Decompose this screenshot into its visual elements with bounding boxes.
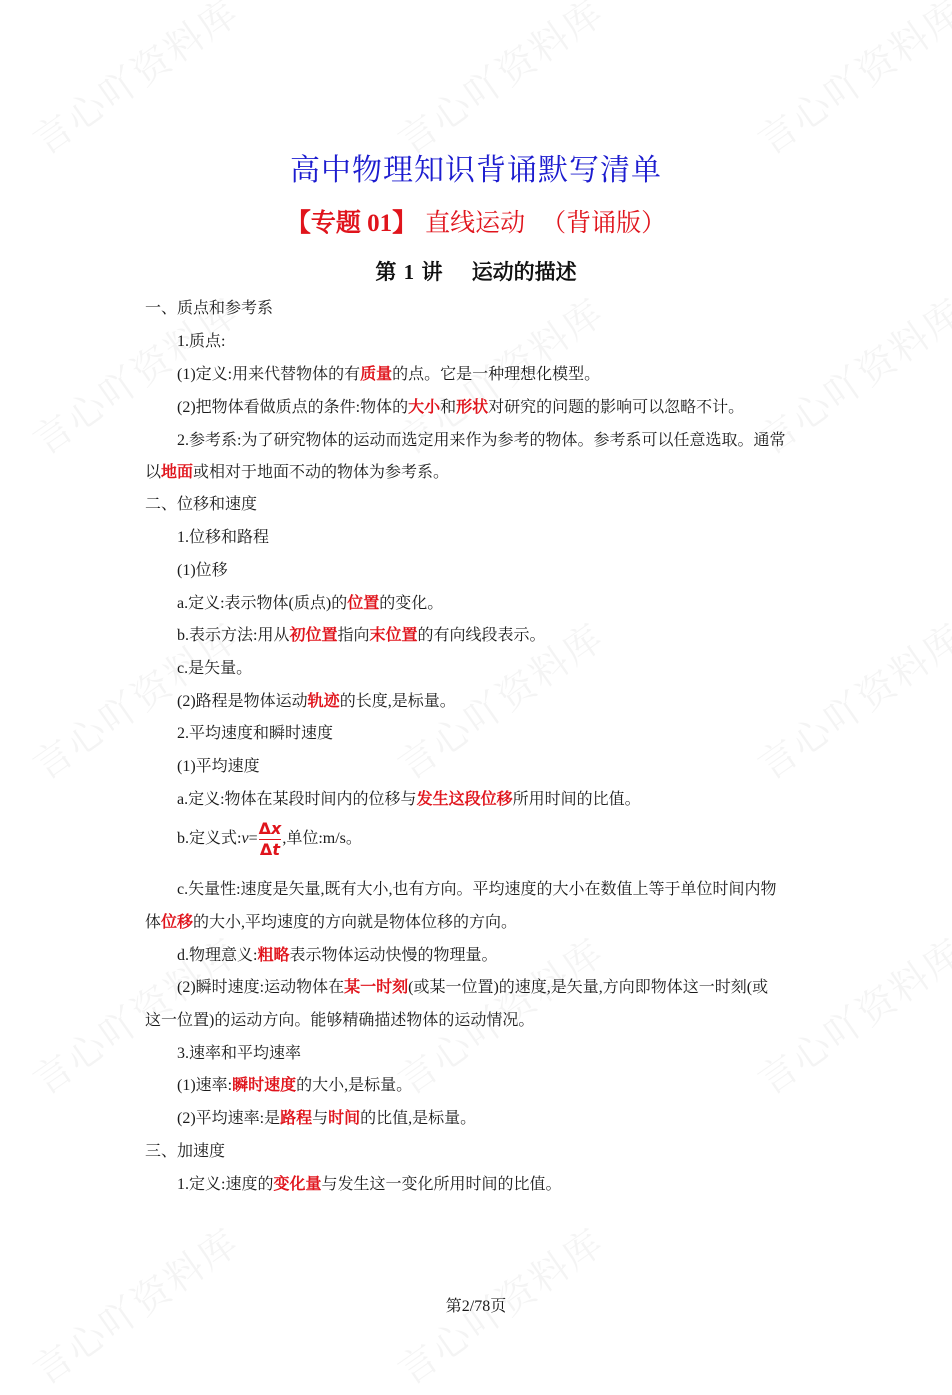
keyword: 路程 [280,1110,313,1127]
text: 的大小,平均速度的方向就是物体位移的方向。 [193,914,518,931]
keyword: 初位置 [289,627,338,644]
paragraph [177,398,842,418]
text: ,单位:m/s。 [282,830,362,847]
text: (2)把物体看做质点的条件:物体的 [177,399,409,416]
text: 指向 [337,627,370,644]
numerator [259,819,282,840]
text: 的变化。 [379,595,444,612]
text: b.定义式: [177,830,242,847]
paragraph [177,692,842,712]
section-heading: 二、位移和速度 [145,496,258,513]
keyword: 变化量 [273,1176,322,1193]
text: (2)平均速率:是 [177,1110,281,1127]
keyword: 发生这段位移 [416,791,513,808]
keyword: 大小 [408,399,441,416]
keyword: 质量 [360,366,393,383]
text: (1)速率: [177,1077,233,1094]
text: a.定义:表示物体(质点)的 [177,595,348,612]
paragraph [177,978,842,998]
text: 所用时间的比值。 [512,791,641,808]
text: 的点。它是一种理想化模型。 [392,366,601,383]
text: (或某一位置)的速度,是矢量,方向即物体这一时刻(或 [408,979,769,996]
topic-version: （背诵版） [541,208,667,237]
keyword: 地面 [161,464,194,481]
section-heading: 三、加速度 [145,1143,226,1160]
text: 对研究的问题的影响可以忽略不计。 [488,399,745,416]
keyword: 轨迹 [307,693,340,710]
keyword: 粗略 [257,947,290,964]
text: 表示物体运动快慢的物理量。 [289,947,498,964]
variable-t: t [272,839,280,859]
paragraph: 3.速率和平均速率 [177,1045,302,1062]
text: 和 [440,399,457,416]
keyword: 形状 [456,399,489,416]
text: a.定义:物体在某段时间内的位移与 [177,791,417,808]
text: 与发生这一变化所用时间的比值。 [321,1176,562,1193]
lecture-prefix: 第 [375,260,397,284]
document-title: 高中物理知识背诵默写清单 [290,153,662,188]
paragraph: c.是矢量。 [177,660,253,677]
text: 的长度,是标量。 [339,693,456,710]
paragraph: c.矢量性:速度是矢量,既有大小,也有方向。平均速度的大小在数值上等于单位时间内物 [177,881,777,898]
keyword: 位置 [347,595,380,612]
text: 或相对于地面不动的物体为参考系。 [193,464,450,481]
variable-x: x [270,818,282,838]
paragraph: 2.参考系:为了研究物体的运动而选定用来作为参考的物体。参考系可以任意选取。通常 [177,432,786,449]
text: d.物理意义: [177,947,258,964]
text: 体 [145,914,162,931]
text: 1.定义:速度的 [177,1176,274,1193]
velocity-symbol: v [241,830,249,847]
topic-number: 【专题 01】 [285,210,418,237]
paragraph [177,790,842,810]
formula-paragraph [177,818,842,868]
keyword: 瞬时速度 [232,1077,297,1094]
text: 与 [312,1110,329,1127]
keyword: 时间 [328,1110,361,1127]
paragraph [177,946,842,966]
equals-sign: = [248,830,258,847]
paragraph: 1.位移和路程 [177,529,270,546]
paragraph-continuation [145,913,810,933]
text: b.表示方法:用从 [177,627,290,644]
lecture-title: 运动的描述 [471,260,577,284]
lecture-suffix: 讲 [421,260,443,284]
paragraph [177,1175,842,1195]
paragraph: (1)平均速度 [177,758,260,775]
text: 以 [145,464,162,481]
text: 的有向线段表示。 [417,627,546,644]
paragraph: 1.质点: [177,333,226,350]
paragraph [177,594,842,614]
text: (2)瞬时速度:运动物体在 [177,979,345,996]
delta-symbol: Δ [259,839,273,859]
paragraph [177,1076,842,1096]
text: (2)路程是物体运动 [177,693,308,710]
paragraph-continuation: 这一位置)的运动方向。能够精确描述物体的运动情况。 [145,1012,535,1029]
denominator [259,840,282,860]
paragraph: (1)位移 [177,562,228,579]
lecture-number: 1 [403,260,415,284]
text: (1)定义:用来代替物体的有 [177,366,361,383]
paragraph [177,626,842,646]
paragraph: 2.平均速度和瞬时速度 [177,725,334,742]
keyword: 某一时刻 [344,979,409,996]
paragraph [177,365,842,385]
keyword: 末位置 [369,627,418,644]
delta-symbol: Δ [258,818,271,838]
paragraph [177,1109,842,1129]
topic-subtitle [0,203,952,239]
text: 的比值,是标量。 [360,1110,477,1127]
keyword: 位移 [161,914,194,931]
text: 的大小,是标量。 [296,1077,413,1094]
section-heading: 一、质点和参考系 [145,300,274,317]
lecture-heading [0,256,952,286]
formula-fraction [259,819,282,860]
paragraph-continuation [145,463,810,483]
page-number: 第2/78页 [445,1298,507,1315]
topic-name: 直线运动 [425,208,526,237]
